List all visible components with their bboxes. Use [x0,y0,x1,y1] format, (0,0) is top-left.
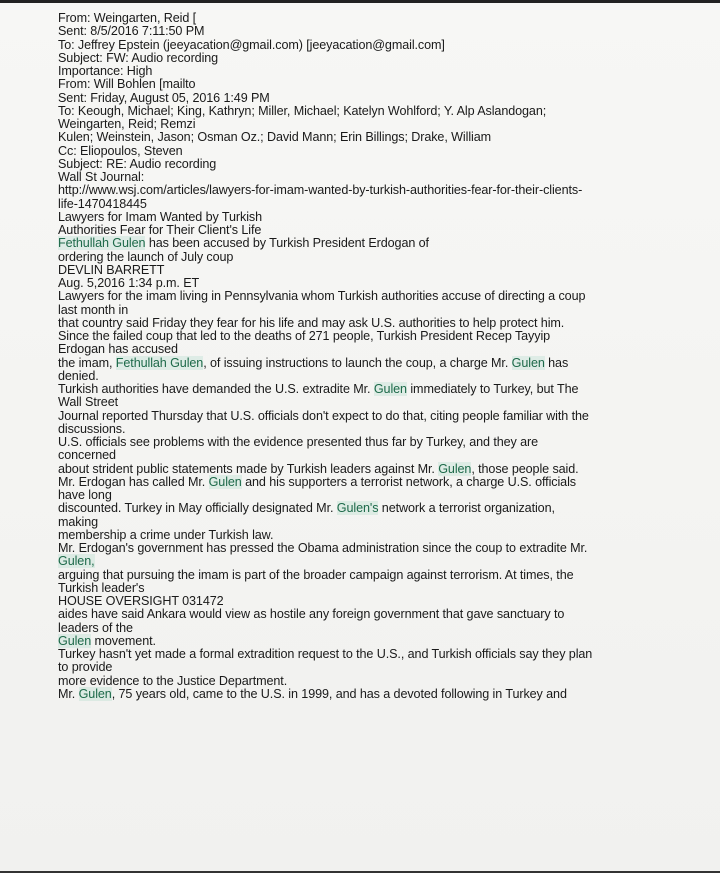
text-segment: network a terrorist organization, [378,501,555,516]
email-line [58,158,708,171]
highlighted-name: Fethullah Gulen [58,236,146,251]
text-segment: more evidence to the Justice Department. [58,673,288,688]
email-body [58,12,708,701]
text-segment: ordering the launch of July coup [58,249,234,264]
text-segment: denied. [58,368,99,383]
email-line [58,65,708,78]
email-line [58,317,708,330]
email-line [58,436,708,449]
email-line [58,290,708,303]
text-segment: and his supporters a terrorist network, a charge U.S. officials [241,474,576,489]
email-line [58,343,708,356]
email-line [58,582,708,595]
highlighted-name: Gulen [208,474,242,489]
highlighted-name: Gulen [438,461,472,476]
text-segment: , of issuing instructions to launch the coup, a charge Mr. [203,355,512,370]
text-segment: Turkish authorities have demanded the U.S. extradite Mr. [58,382,374,396]
text-segment: From: Weingarten, Reid [ [58,11,197,25]
highlighted-name: Gulen [373,382,407,396]
email-line [58,661,708,674]
text-segment: Importance: High [58,64,153,78]
email-line [58,25,708,38]
text-segment: have long [58,488,112,502]
email-line [58,237,708,250]
text-segment: arguing that pursuing the imam is part of the broader campaign against terrorism. At times, the [58,567,574,582]
email-line [58,118,708,131]
email-line [58,224,708,237]
email-line [58,569,708,582]
highlighted-name: Gulen [78,686,112,701]
email-line [58,502,708,515]
email-line [58,264,708,277]
email-line [58,211,708,224]
email-line [58,12,708,25]
email-line [58,171,708,184]
email-line [58,675,708,688]
text-segment: Turkey hasn't yet made a formal extradition request to the U.S., and Turkish officials say they plan [58,647,593,661]
email-line [58,555,708,568]
text-segment: Turkish leader's [58,580,145,595]
email-line [58,635,708,648]
text-segment: aides have said Ankara would view as hostile any foreign government that gave sanctuary to [58,607,565,622]
email-line [58,52,708,65]
email-line [58,622,708,635]
email-line [58,251,708,264]
email-line [58,131,708,144]
highlighted-name: Gulen, [58,554,95,569]
email-line [58,423,708,436]
text-segment: HOUSE OVERSIGHT 031472 [58,594,224,608]
text-segment: Kulen; Weinstein, Jason; Osman Oz.; David Mann; Erin Billings; Drake, William [58,130,492,145]
text-segment: Subject: FW: Audio recording [58,50,219,65]
text-segment: Cc: Eliopoulos, Steven [58,143,183,158]
text-segment: has been accused by Turkish President Erdogan of [145,236,429,251]
text-segment: , those people said. [471,461,579,476]
email-line [58,78,708,91]
email-line [58,396,708,409]
email-line [58,688,708,701]
text-segment: Mr. Erdogan's government has pressed the Obama administration since the coup to extradite Mr. [58,541,588,555]
email-line [58,449,708,462]
email-line [58,370,708,383]
email-line [58,410,708,423]
email-line [58,383,708,396]
text-segment: immediately to Turkey, but The [406,382,579,396]
email-line [58,542,708,555]
text-segment: to provide [58,660,113,675]
text-segment: the imam, [58,355,116,370]
text-segment: Mr. [58,686,79,701]
text-segment: From: Will Bohlen [mailto [58,77,196,92]
text-segment: Sent: 8/5/2016 7:11:50 PM [58,24,205,39]
email-line [58,304,708,317]
text-segment: Mr. Erdogan has called Mr. [58,474,209,489]
email-line [58,648,708,661]
email-line [58,145,708,158]
text-segment: leaders of the [58,620,133,635]
text-segment: Lawyers for the imam living in Pennsylvania whom Turkish authorities accuse of directing a coup [58,289,586,304]
text-segment: about strident public statements made by Turkish leaders against Mr. [58,461,439,476]
email-line [58,595,708,608]
text-segment: discussions. [58,421,126,436]
email-line [58,184,708,197]
text-segment: Aug. 5,2016 1:34 p.m. ET [58,276,200,290]
email-line [58,516,708,529]
text-segment: has [544,355,569,370]
highlighted-name: Gulen [58,633,92,648]
email-line [58,489,708,502]
highlighted-name: Fethullah Gulen [115,355,204,370]
text-segment: Journal reported Thursday that U.S. officials don't expect to do that, citing people familiar with the [58,408,589,423]
text-segment: Weingarten, Reid; Remzi [58,117,196,131]
email-line [58,198,708,211]
email-line [58,277,708,290]
email-line [58,463,708,476]
text-segment: that country said Friday they fear for his life and may ask U.S. authorities to help protect him. [58,315,565,330]
text-segment: making [58,514,98,529]
text-segment: http://www.wsj.com/articles/lawyers-for-imam-wanted-by-turkish-authorities-fear-for-their-clients- [58,183,583,198]
email-line [58,39,708,52]
text-segment: last month in [58,302,129,317]
text-segment: To: Jeffrey Epstein (jeeyacation@gmail.com) [jeeyacation@gmail.com] [58,37,445,52]
text-segment: life-1470418445 [58,196,147,211]
text-segment: Subject: RE: Audio recording [58,156,217,171]
top-rule [0,0,720,3]
text-segment: discounted. Turkey in May officially designated Mr. [58,501,337,516]
text-segment: membership a crime under Turkish law. [58,527,274,542]
text-segment: To: Keough, Michael; King, Kathryn; Miller, Michael; Katelyn Wohlford; Y. Alp Aslandogan; [58,103,547,118]
text-segment: Lawyers for Imam Wanted by Turkish [58,209,262,224]
text-segment: Wall St Journal: [58,170,145,184]
text-segment: Since the failed coup that led to the deaths of 271 people, Turkish President Recep Tayyip [58,329,551,343]
text-segment: Wall Street [58,395,119,410]
text-segment: Authorities Fear for Their Client's Life [58,223,262,237]
text-segment: movement. [91,633,156,648]
email-line [58,92,708,105]
highlighted-name: Gulen's [336,501,379,516]
text-segment: Erdogan has accused [58,342,178,357]
email-line [58,105,708,118]
email-line [58,330,708,343]
text-segment: , 75 years old, came to the U.S. in 1999, and has a devoted following in Turkey and [111,686,567,701]
text-segment: DEVLIN BARRETT [58,262,165,277]
email-line [58,529,708,542]
text-segment: Sent: Friday, August 05, 2016 1:49 PM [58,90,270,105]
text-segment: concerned [58,448,116,463]
text-segment: U.S. officials see problems with the evidence presented thus far by Turkey, and they are [58,435,539,449]
highlighted-name: Gulen [511,355,545,370]
email-line [58,608,708,621]
email-line [58,476,708,489]
email-line [58,357,708,370]
